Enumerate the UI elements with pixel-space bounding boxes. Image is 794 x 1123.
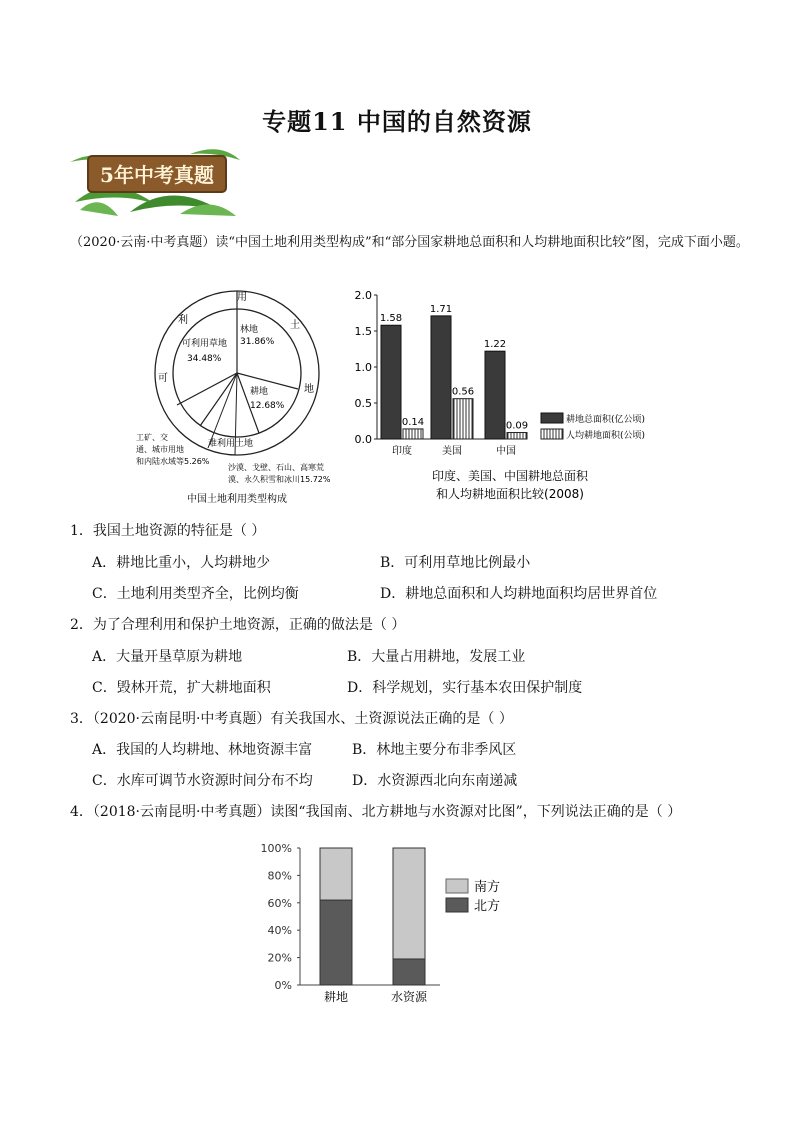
- bar-value-label: 1.71: [429, 303, 453, 315]
- question-2-option-d[interactable]: D．科学规划，实行基本农田保护制度: [347, 680, 583, 696]
- intro-text: （2020·云南·中考真题）读“中国土地利用类型构成”和“部分国家耕地总面积和人均耕地面积比较”图，完成下面小题。: [70, 235, 749, 250]
- slice-value-grass: 34.48%: [187, 354, 222, 364]
- question-2-option-a[interactable]: A．大量开垦草原为耕地: [92, 649, 243, 665]
- ring-char: 利: [178, 315, 188, 326]
- question-4-stem: 4．（2018·云南昆明·中考真题）读图“我国南、北方耕地与水资源对比图”，下列说法正确的是（ ）: [70, 804, 682, 820]
- y-tick-label: 1.0: [354, 361, 372, 374]
- ring-bottom-label: 难利用土地: [208, 439, 254, 449]
- question-3-option-d[interactable]: D．水资源西北向东南递减: [352, 773, 518, 789]
- y-tick-label: 0.5: [354, 397, 372, 410]
- category-label: 美国: [442, 446, 462, 457]
- question-1-option-a[interactable]: A．耕地比重小，人均耕地少: [92, 555, 271, 571]
- slice-label-forest: 林地: [240, 325, 259, 335]
- category-label: 水资源: [390, 990, 428, 1004]
- bar-value-label: 1.22: [483, 339, 507, 351]
- y-tick-label: 100%: [260, 842, 292, 855]
- bar-north: [393, 959, 425, 985]
- question-2-stem: 2．为了合理利用和保护土地资源，正确的做法是（ ）: [70, 617, 406, 633]
- legend-swatch: [541, 429, 563, 439]
- y-tick-label: 20%: [267, 951, 292, 965]
- bar-value-label: 0.14: [401, 416, 425, 428]
- farmland-bar-chart: [345, 288, 675, 510]
- question-3-option-a[interactable]: A．我国的人均耕地、林地资源丰富: [92, 742, 313, 758]
- banner-label: 5年中考真题: [100, 163, 214, 187]
- y-tick-label: 0.0: [354, 433, 372, 446]
- legend-swatch: [446, 879, 468, 893]
- bar-north: [320, 900, 352, 985]
- question-1-option-c[interactable]: C．土地利用类型齐全，比例均衡: [92, 586, 299, 602]
- question-2-option-b[interactable]: B．大量占用耕地，发展工业: [347, 649, 526, 665]
- y-tick-label: 0%: [274, 979, 292, 992]
- legend-label: 北方: [474, 899, 501, 914]
- y-tick-label: 80%: [267, 869, 292, 883]
- category-label: 耕地: [323, 990, 349, 1004]
- question-1-option-b[interactable]: B．可利用草地比例最小: [380, 555, 531, 571]
- legend-swatch: [446, 898, 468, 912]
- ext-label-desert: 漠、永久积雪和冰川15.72%: [228, 475, 331, 484]
- slice-value-forest: 31.86%: [240, 337, 275, 347]
- bar-per-capita: [453, 399, 473, 439]
- slice-label-grass: 可利用草地: [182, 339, 228, 349]
- slice-value-farmland: 12.68%: [250, 401, 285, 411]
- bar-south: [320, 848, 352, 900]
- pie-divider: [177, 373, 237, 405]
- ring-char: 可: [158, 373, 168, 384]
- bar-south: [393, 848, 425, 959]
- legend-label: 耕地总面积(亿公顷): [566, 415, 646, 425]
- section-banner: [70, 142, 240, 218]
- y-tick-label: 2.0: [354, 289, 372, 302]
- legend-swatch: [541, 413, 563, 423]
- question-3-stem: 3．（2020·云南昆明·中考真题）有关我国水、土资源说法正确的是（ ）: [70, 711, 513, 727]
- question-1-stem: 1．我国土地资源的特征是（ ）: [70, 523, 266, 539]
- bar-value-label: 0.09: [505, 420, 529, 432]
- bar-total-area: [381, 325, 401, 439]
- question-3-option-b[interactable]: B．林地主要分布非季风区: [352, 742, 517, 758]
- question-3-option-c[interactable]: C．水库可调节水资源时间分布不均: [92, 773, 313, 789]
- ext-label-industrial: 和内陆水域等5.26%: [136, 457, 210, 466]
- bar-per-capita: [507, 433, 527, 439]
- bar-chart-title: 和人均耕地面积比较(2008): [436, 487, 584, 501]
- pie-title: 中国土地利用类型构成: [187, 494, 287, 505]
- bar-per-capita: [403, 429, 423, 439]
- y-tick-label: 60%: [267, 896, 292, 910]
- bar-chart-title: 印度、美国、中国耕地总面积: [431, 469, 589, 483]
- north-south-stacked-chart: [250, 838, 540, 1013]
- category-label: 中国: [496, 446, 516, 457]
- legend-label: 南方: [474, 880, 501, 895]
- bar-value-label: 1.58: [379, 313, 403, 325]
- question-1-option-d[interactable]: D．耕地总面积和人均耕地面积均居世界首位: [380, 586, 658, 602]
- ext-label-desert: 沙漠、戈壁、石山、高寒荒: [228, 463, 324, 472]
- bar-value-label: 0.56: [451, 386, 475, 398]
- legend-label: 人均耕地面积(公顷): [566, 431, 646, 441]
- slice-label-farmland: 耕地: [250, 387, 269, 397]
- category-label: 印度: [392, 446, 412, 457]
- y-tick-label: 1.5: [354, 325, 372, 338]
- land-use-pie-chart: [130, 288, 370, 510]
- page-title: 专题11 中国的自然资源: [262, 107, 532, 136]
- bar-total-area: [485, 351, 505, 439]
- pie-divider: [200, 373, 237, 426]
- ext-label-industrial: 通、城市用地: [136, 445, 184, 454]
- y-tick-label: 40%: [267, 924, 292, 938]
- ring-char: 地: [304, 384, 314, 395]
- ring-char: 土: [290, 320, 300, 331]
- bar-total-area: [431, 316, 451, 439]
- question-2-option-c[interactable]: C．毁林开荒，扩大耕地面积: [92, 680, 271, 696]
- ext-label-industrial: 工矿、交: [136, 433, 168, 442]
- ring-char: 用: [237, 292, 247, 303]
